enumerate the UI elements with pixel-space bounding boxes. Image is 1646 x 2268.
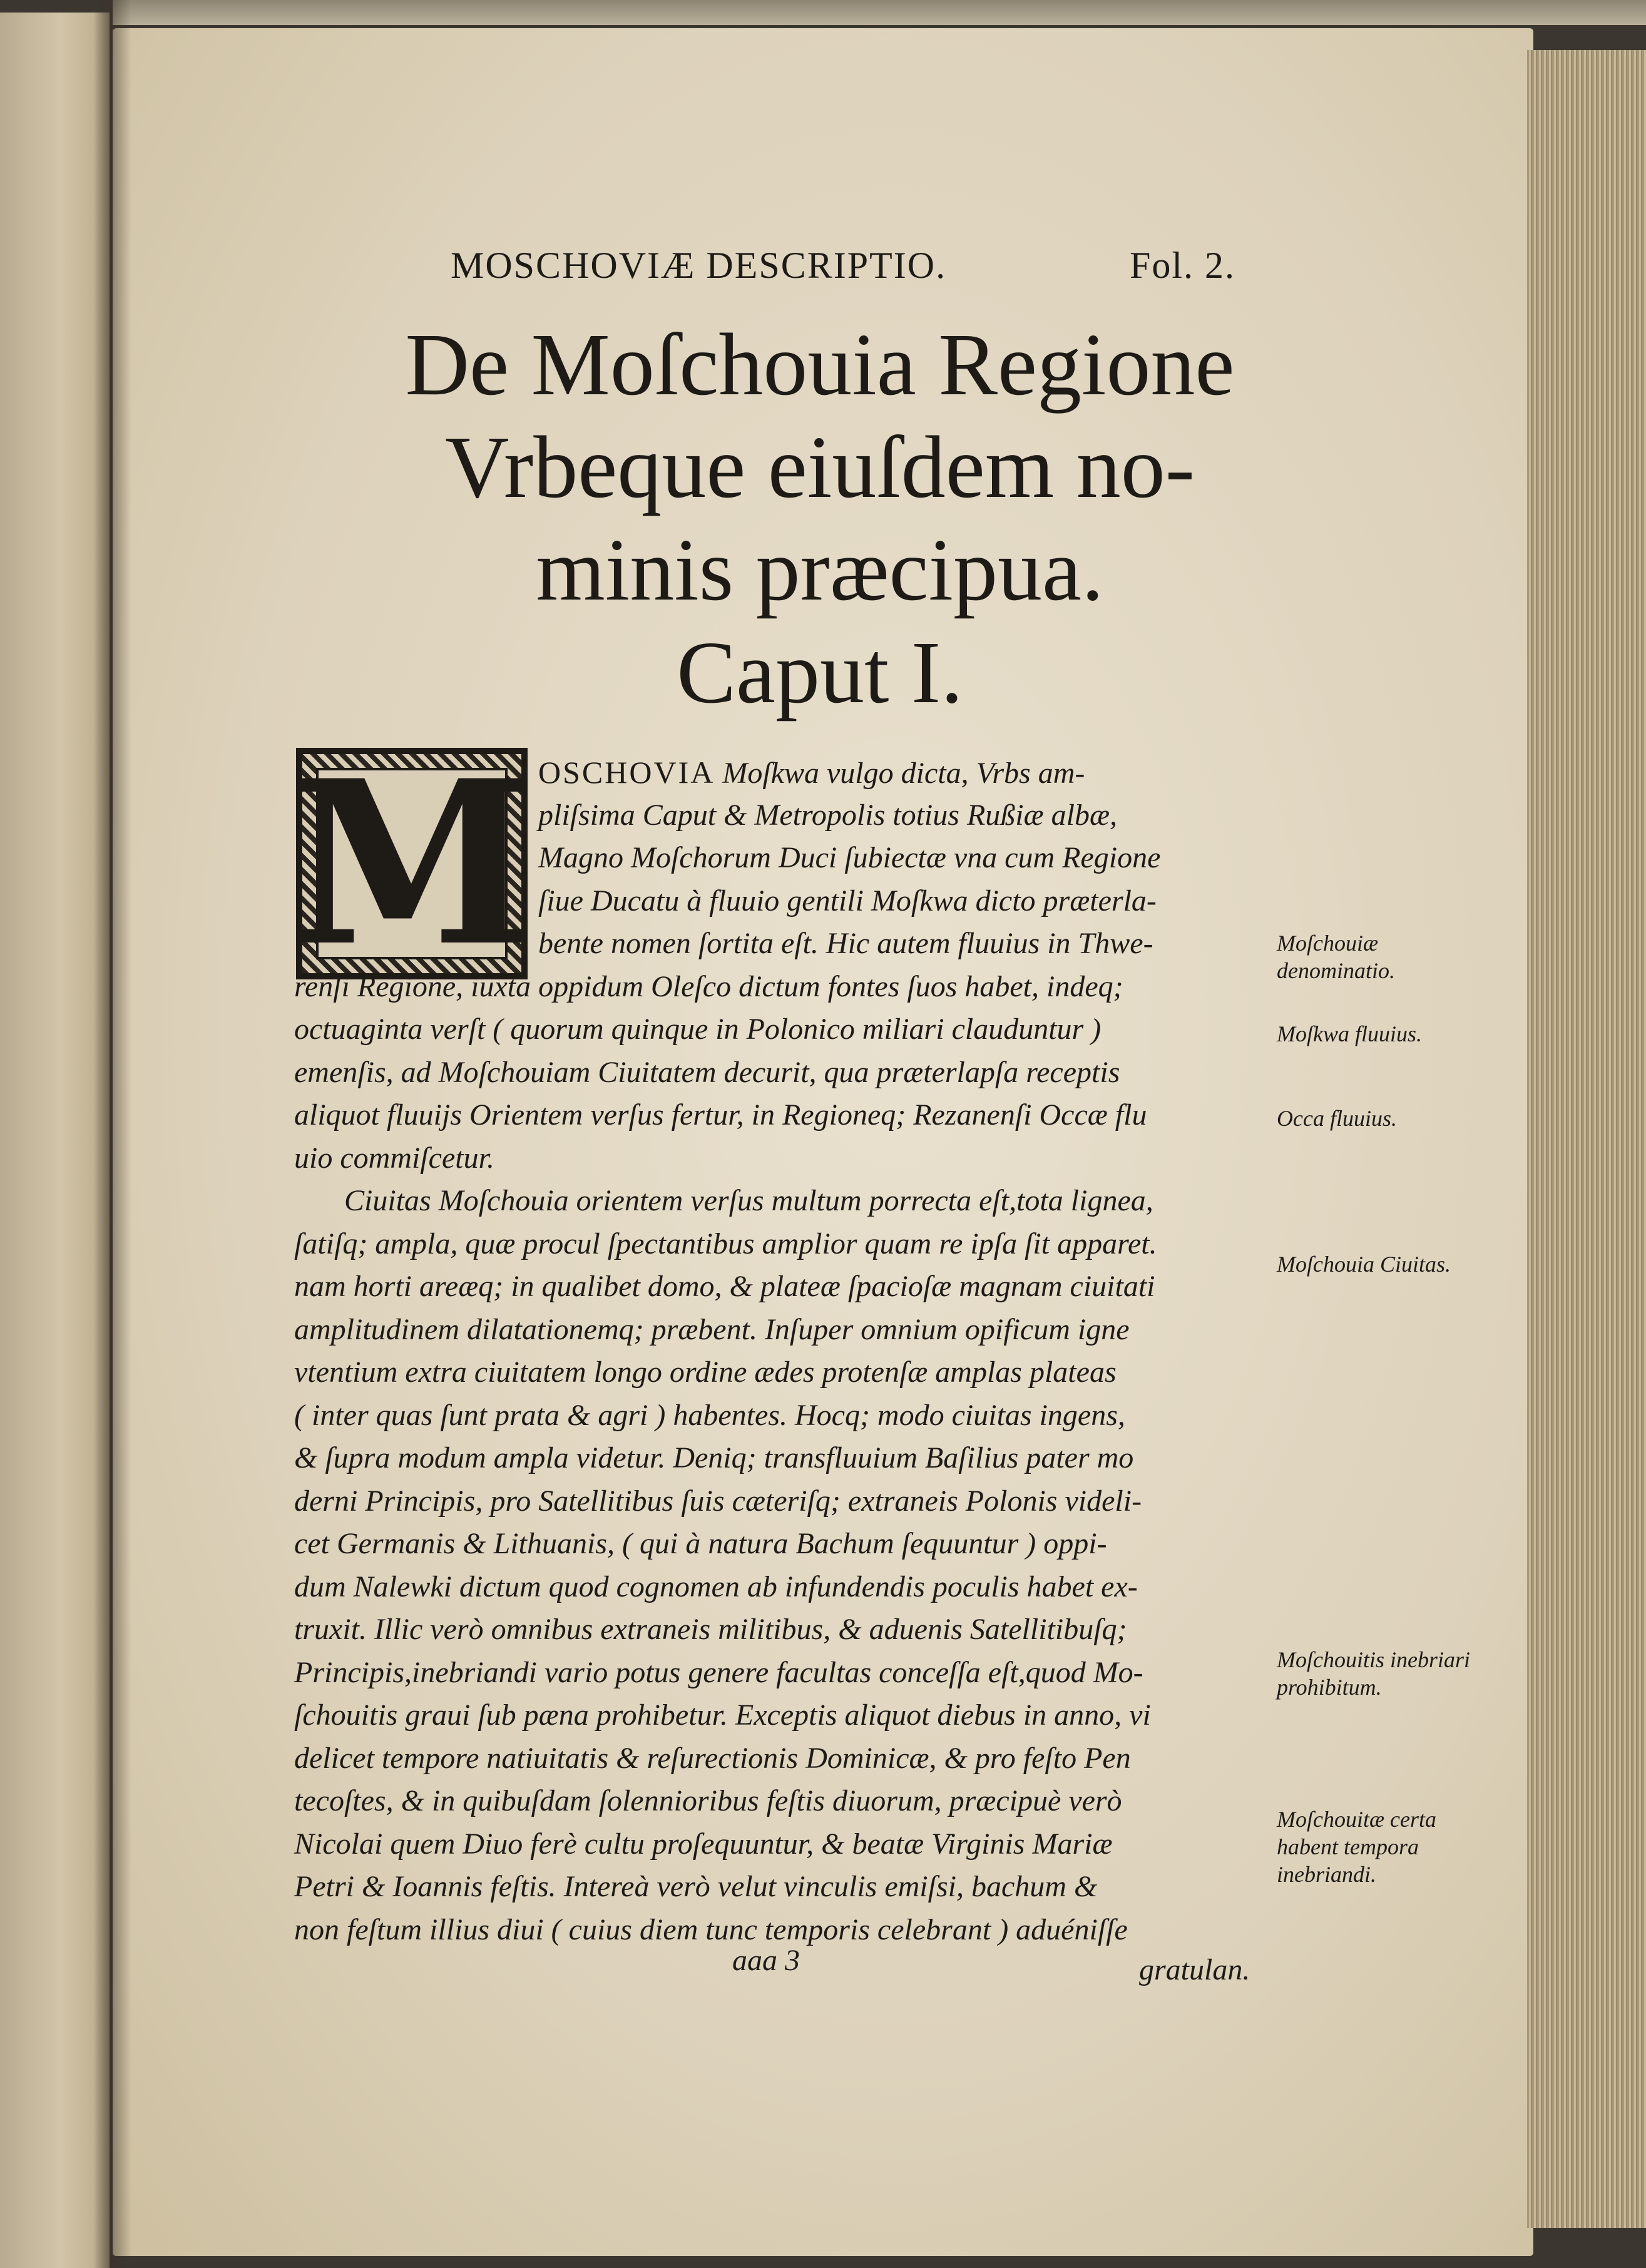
text-line: tecoſtes, & in quibuſdam ſolennioribus feſtis diuorum, præcipuè verò	[294, 1784, 1122, 1817]
text-line: & ſupra modum ampla videtur. Deniq; transfluuium Baſilius pater mo	[294, 1441, 1134, 1474]
marginal-note: Moſkwa fluuius.	[1277, 1021, 1422, 1046]
text-line: bente nomen ſortita eſt. Hic autem fluuius in Thwe-	[538, 927, 1153, 960]
text-line: ſchouitis graui ſub pæna prohibetur. Exceptis aliquot diebus in anno, vi	[294, 1698, 1151, 1732]
text-line: OSCHOVIA Moſkwa vulgo dicta, Vrbs am-	[538, 755, 1085, 790]
text-line: truxit. Illic verò omnibus extraneis militibus, & aduenis Satellitibuſq;	[294, 1613, 1127, 1646]
text-line: non feſtum illius diui ( cuius diem tunc temporis celebrant ) aduéniſſe	[294, 1913, 1128, 1946]
text-line: ( inter quas ſunt prata & agri ) habentes. Hocq; modo ciuitas ingens,	[294, 1398, 1125, 1432]
signature-mark: aaa 3	[732, 1944, 800, 1977]
gutter-shadow	[94, 0, 131, 2268]
chapter-title-line: Vrbeque eiuſdem no-	[444, 417, 1195, 516]
running-head-title: MOSCHOVIÆ DESCRIPTIO.	[451, 245, 947, 286]
catchword: gratulan.	[1139, 1953, 1250, 1986]
text-line: ſatiſq; ampla, quæ procul ſpectantibus amplior quam re ipſa ſit apparet.	[294, 1227, 1157, 1260]
text-line: amplitudinem dilatationemq; præbent. Inſuper omnium opificum igne	[294, 1312, 1130, 1346]
text-line: Petri & Ioannis feſtis. Intereà verò velut vinculis emiſsi, bachum &	[294, 1870, 1098, 1903]
text-line: ſiue Ducatu à fluuio gentili Moſkwa dicto præterla-	[538, 884, 1157, 917]
folio-number: Fol. 2.	[1130, 245, 1236, 286]
text-line: Magno Moſchorum Duci ſubiectæ vna cum Regione	[538, 841, 1161, 874]
text-line: Principis,inebriandi vario potus genere facultas conceſſa eſt,quod Mo-	[294, 1655, 1143, 1689]
text-line: octuaginta verſt ( quorum quinque in Polonico miliari clauduntur )	[294, 1013, 1102, 1046]
text-line: derni Principis, pro Satellitibus ſuis cæteriſq; extraneis Polonis videli-	[294, 1484, 1142, 1518]
text-line: aliquot fluuijs Orientem verſus fertur, in Regioneq; Rezanenſi Occæ flu	[294, 1098, 1147, 1131]
book-spine-top	[113, 0, 1646, 25]
text-line: Ciuitas Moſchouia orientem verſus multum porrecta eſt,tota lignea,	[344, 1184, 1153, 1217]
drop-cap-letter: M	[287, 731, 537, 996]
text-line: nam horti areæq; in qualibet domo, & plateæ ſpacioſæ magnam ciuitati	[294, 1270, 1155, 1303]
chapter-title-line: minis præcipua.	[536, 520, 1104, 619]
text-line: uio commiſcetur.	[294, 1141, 494, 1175]
text-line: Nicolai quem Diuo ferè cultu proſequuntur, & beatæ Virginis Mariæ	[294, 1827, 1113, 1861]
text-line: emenſis, ad Moſchouiam Ciuitatem decurit, qua præterlapſa receptis	[294, 1055, 1120, 1089]
text-line: renſi Regione, iuxta oppidum Oleſco dictum fontes ſuos habet, indeq;	[294, 969, 1123, 1003]
text-line: delicet tempore natiuitatis & reſurectionis Dominicæ, & pro feſto Pen	[294, 1741, 1131, 1775]
page-block-edges	[1527, 50, 1646, 2228]
marginal-note: Moſchouitis inebriari prohibitum.	[1277, 1647, 1470, 1700]
marginal-note: Occa fluuius.	[1277, 1106, 1397, 1131]
marginal-note: Moſchouitæ certa habent tempora inebriandi.	[1277, 1807, 1436, 1887]
text-line: vtentium extra ciuitatem longo ordine ædes protenſæ amplas plateas	[294, 1356, 1117, 1389]
body-text	[294, 751, 1277, 1951]
chapter-heading: Caput I.	[677, 623, 963, 722]
chapter-title	[350, 313, 1289, 723]
chapter-title-line: De Moſchouia Regione	[405, 315, 1235, 414]
left-page-edge	[0, 13, 110, 2268]
opening-word: OSCHOVIA	[538, 755, 715, 790]
text-line: pliſsima Caput & Metropolis totius Rußiæ albæ,	[538, 798, 1117, 832]
running-head	[451, 244, 1264, 300]
text-line: cet Germanis & Lithuanis, ( qui à natura Bachum ſequuntur ) oppi-	[294, 1527, 1107, 1560]
marginal-note: Moſchouiæ denominatio.	[1277, 931, 1395, 983]
marginal-note: Moſchouia Ciuitas.	[1277, 1252, 1451, 1277]
text-line: dum Nalewki dictum quod cognomen ab infundendis poculis habet ex-	[294, 1570, 1138, 1603]
